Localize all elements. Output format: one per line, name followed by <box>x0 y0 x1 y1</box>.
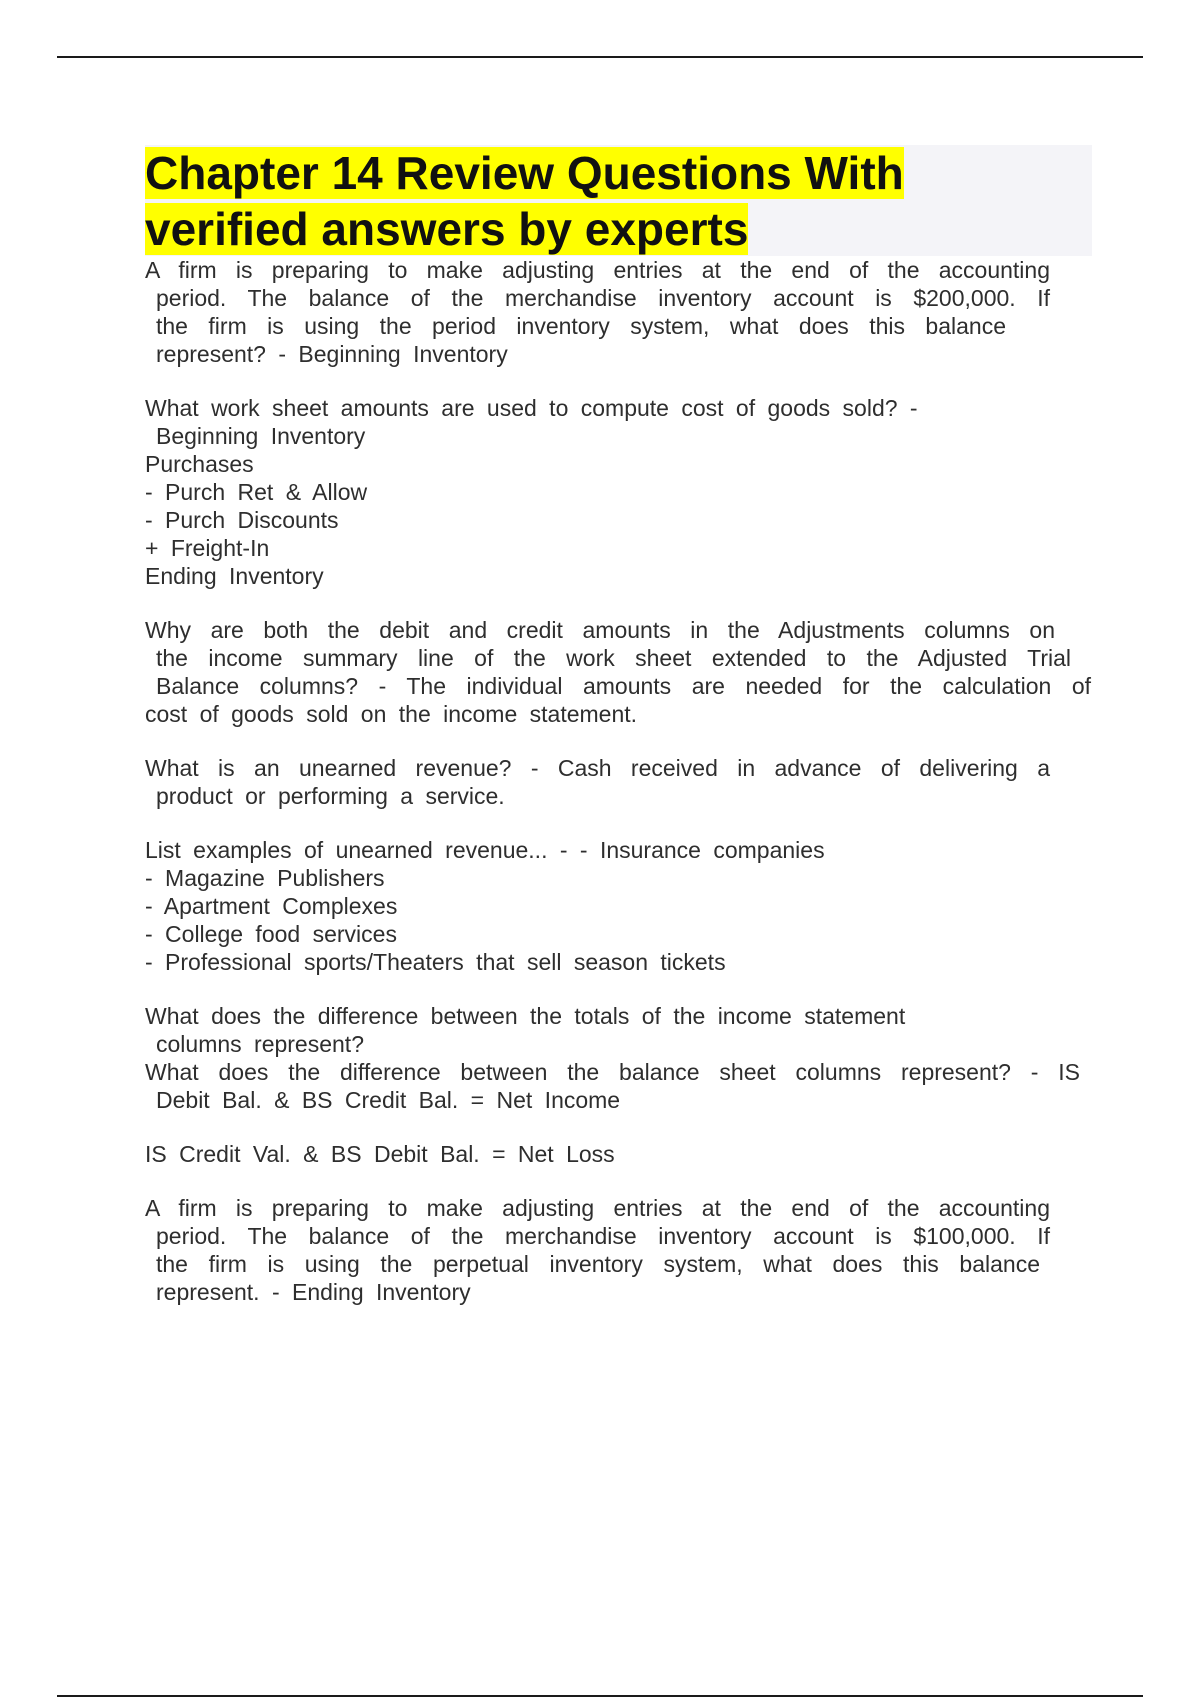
qa-block-7 <box>145 1140 1090 1168</box>
qa-block-5 <box>145 836 1090 976</box>
qa-block-4 <box>145 754 1090 810</box>
text-line: List examples of unearned revenue... - - Insurance companies <box>145 837 825 863</box>
text-line: period. The balance of the merchandise inventory account is $100,000. If <box>156 1223 1050 1249</box>
text-line: represent? - Beginning Inventory <box>156 341 508 367</box>
text-line: represent. - Ending Inventory <box>156 1279 471 1305</box>
qa-block-1 <box>145 256 1090 368</box>
text-line: - Apartment Complexes <box>145 893 398 919</box>
text-line: - Purch Ret & Allow <box>145 479 368 505</box>
text-line: Why are both the debit and credit amounts in the Adjustments columns on <box>145 617 1055 643</box>
text-line: What does the difference between the balance sheet columns represent? - IS <box>145 1059 1080 1085</box>
bottom-rule <box>57 1695 1143 1697</box>
text-line: What does the difference between the totals of the income statement <box>145 1003 906 1029</box>
text-line: columns represent? <box>156 1031 364 1057</box>
text-line: - Professional sports/Theaters that sell season tickets <box>145 949 726 975</box>
qa-block-6 <box>145 1002 1090 1114</box>
qa-block-8 <box>145 1194 1090 1306</box>
text-line: Purchases <box>145 451 254 477</box>
text-line: the income summary line of the work sheet extended to the Adjusted Trial <box>156 645 1071 671</box>
text-line: Ending Inventory <box>145 563 324 589</box>
title-line-2: verified answers by experts <box>145 203 749 255</box>
text-line: the firm is using the perpetual inventory system, what does this balance <box>156 1251 1040 1277</box>
text-line: IS Credit Val. & BS Debit Bal. = Net Loss <box>145 1141 615 1167</box>
document-body <box>145 256 1090 1332</box>
text-line: - Purch Discounts <box>145 507 339 533</box>
text-line: the firm is using the period inventory system, what does this balance <box>156 313 1006 339</box>
text-line: Balance columns? - The individual amounts are needed for the calculation of <box>156 673 1091 699</box>
text-line: Debit Bal. & BS Credit Bal. = Net Income <box>156 1087 621 1113</box>
text-line: A firm is preparing to make adjusting entries at the end of the accounting <box>145 1195 1050 1221</box>
qa-block-3 <box>145 616 1090 728</box>
text-line: What work sheet amounts are used to compute cost of goods sold? - <box>145 395 918 421</box>
text-line: - College food services <box>145 921 397 947</box>
text-line: period. The balance of the merchandise inventory account is $200,000. If <box>156 285 1050 311</box>
text-line: cost of goods sold on the income statement. <box>145 701 638 727</box>
text-line: product or performing a service. <box>156 783 505 809</box>
top-rule <box>57 56 1143 58</box>
text-line: - Magazine Publishers <box>145 865 385 891</box>
text-line: What is an unearned revenue? - Cash received in advance of delivering a <box>145 755 1050 781</box>
text-line: A firm is preparing to make adjusting entries at the end of the accounting <box>145 257 1050 283</box>
text-line: + Freight-In <box>145 535 270 561</box>
page-title <box>145 145 1065 257</box>
title-line-1: Chapter 14 Review Questions With <box>145 147 904 199</box>
qa-block-2 <box>145 394 1090 590</box>
text-line: Beginning Inventory <box>156 423 366 449</box>
